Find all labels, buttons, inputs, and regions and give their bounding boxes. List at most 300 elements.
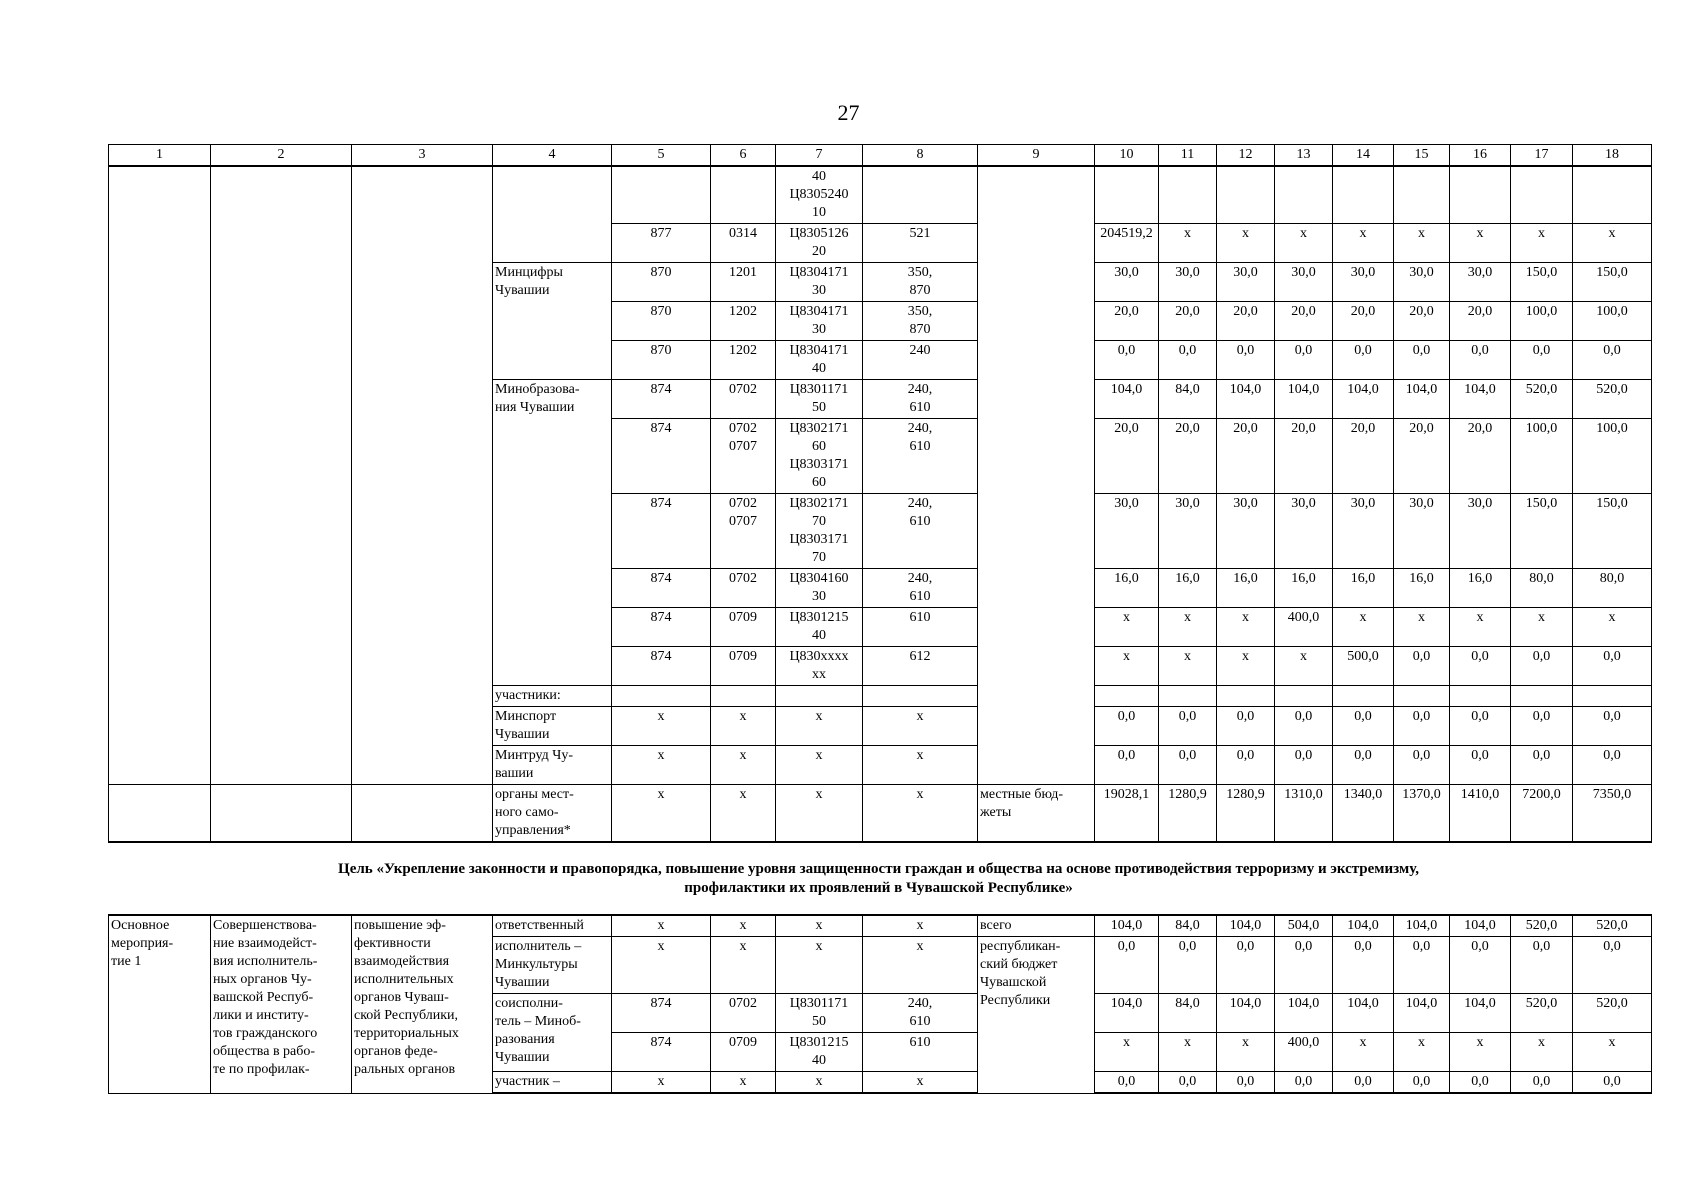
column-number: 12 [1217,145,1275,167]
amount-cell: 30,0 [1394,494,1450,569]
amount-cell: x [1159,224,1217,263]
section-code: x [711,746,776,785]
table-row [109,915,1652,937]
amount-cell: x [1159,608,1217,647]
amount-cell: 20,0 [1275,419,1333,494]
amount-cell: 30,0 [1159,263,1217,302]
grbs-code: 874 [612,569,711,608]
expense-type-code: 612 [863,647,978,686]
amount-cell: 520,0 [1573,915,1652,937]
amount-cell: 0,0 [1573,746,1652,785]
amount-cell: 400,0 [1275,608,1333,647]
amount-cell: 104,0 [1450,915,1511,937]
section-code: 0709 [711,608,776,647]
amount-cell: 104,0 [1450,380,1511,419]
amount-cell: 0,0 [1450,937,1511,994]
grbs-code: x [612,746,711,785]
amount-cell: 104,0 [1394,380,1450,419]
amount-cell: x [1159,1033,1217,1072]
amount-cell: 104,0 [1394,994,1450,1033]
amount-cell [1333,686,1394,707]
target-article-code: Ц8304171 30 [776,263,863,302]
expense-type-code: x [863,707,978,746]
executor-cell: Минспорт Чувашии [493,707,612,746]
amount-cell: 204519,2 [1095,224,1159,263]
amount-cell: 0,0 [1333,341,1394,380]
amount-cell: x [1159,647,1217,686]
amount-cell: 104,0 [1275,994,1333,1033]
target-article-code: Ц8302171 60 Ц8303171 60 [776,419,863,494]
amount-cell: x [1450,224,1511,263]
target-article-code: Ц8304160 30 [776,569,863,608]
amount-cell: x [1573,608,1652,647]
grbs-code [612,686,711,707]
measure-title: Совершенствова- ние взаимодейст- вия исполнитель- ных органов Чу- вашской Респуб- лики и институ- тов гражданского общества в рабо- те по профилак- [211,915,352,1093]
amount-cell: x [1275,224,1333,263]
amount-cell: 20,0 [1217,419,1275,494]
amount-cell: 100,0 [1511,302,1573,341]
executor-cell [493,166,612,263]
target-article-code: Ц8305126 20 [776,224,863,263]
executor-cell: участники: [493,686,612,707]
amount-cell: 0,0 [1275,937,1333,994]
amount-cell: x [1217,608,1275,647]
expense-type-code: 240, 610 [863,494,978,569]
amount-cell [1275,686,1333,707]
amount-cell [1450,686,1511,707]
amount-cell: 30,0 [1159,494,1217,569]
amount-cell: 100,0 [1573,302,1652,341]
amount-cell: 100,0 [1511,419,1573,494]
amount-cell: 0,0 [1511,746,1573,785]
expense-type-code: 240, 610 [863,569,978,608]
section-code [711,166,776,224]
target-article-code: x [776,937,863,994]
column-number: 15 [1394,145,1450,167]
amount-cell: 0,0 [1333,707,1394,746]
amount-cell: 16,0 [1095,569,1159,608]
grbs-code: 874 [612,608,711,647]
grbs-code: x [612,785,711,843]
amount-cell: x [1394,1033,1450,1072]
target-article-code: Ц8304171 30 [776,302,863,341]
amount-cell: 150,0 [1511,263,1573,302]
amount-cell: 80,0 [1511,569,1573,608]
amount-cell: 20,0 [1333,419,1394,494]
amount-cell: 20,0 [1275,302,1333,341]
amount-cell: 0,0 [1217,707,1275,746]
amount-cell: 30,0 [1450,494,1511,569]
target-article-code: x [776,746,863,785]
amount-cell [1511,686,1573,707]
amount-cell: 30,0 [1394,263,1450,302]
section-code: 1202 [711,302,776,341]
amount-cell: 104,0 [1095,994,1159,1033]
target-article-code: x [776,915,863,937]
amount-cell: 0,0 [1573,341,1652,380]
amount-cell: 1280,9 [1217,785,1275,843]
funding-source: всего [978,915,1095,937]
amount-cell: 0,0 [1159,341,1217,380]
amount-cell: 0,0 [1217,746,1275,785]
expense-type-code [863,166,978,224]
amount-cell: 0,0 [1217,1072,1275,1094]
amount-cell: 104,0 [1095,915,1159,937]
amount-cell: x [1095,647,1159,686]
expense-type-code: 240 [863,341,978,380]
amount-cell [1217,686,1275,707]
amount-cell [1095,166,1159,224]
amount-cell: 0,0 [1573,1072,1652,1094]
amount-cell: 0,0 [1275,341,1333,380]
section-code: 0709 [711,647,776,686]
column-number: 10 [1095,145,1159,167]
amount-cell: 20,0 [1095,419,1159,494]
amount-cell: 20,0 [1159,419,1217,494]
amount-cell: 30,0 [1095,494,1159,569]
amount-cell: 500,0 [1333,647,1394,686]
grbs-code: 874 [612,994,711,1033]
cell-col2 [211,166,352,785]
expense-type-code: 610 [863,608,978,647]
amount-cell: 20,0 [1159,302,1217,341]
executor-cell: участник – [493,1072,612,1094]
grbs-code: x [612,1072,711,1094]
section-code: 0709 [711,1033,776,1072]
amount-cell: 30,0 [1275,494,1333,569]
amount-cell: 20,0 [1450,419,1511,494]
grbs-code: x [612,707,711,746]
amount-cell: 0,0 [1511,1072,1573,1094]
target-article-code: x [776,707,863,746]
grbs-code: 874 [612,380,711,419]
section-code: 0702 [711,994,776,1033]
amount-cell: 1280,9 [1159,785,1217,843]
amount-cell: x [1095,608,1159,647]
expected-result: повышение эф- фективности взаимодействия исполнительных органов Чуваш- ской Республики, территориальных органов феде- ральных органов [352,915,493,1093]
amount-cell: 104,0 [1333,380,1394,419]
section-code: x [711,707,776,746]
amount-cell: x [1275,647,1333,686]
cell-col1 [109,785,211,843]
amount-cell: 0,0 [1450,746,1511,785]
amount-cell: 0,0 [1511,341,1573,380]
funding-source [978,166,1095,785]
grbs-code: 870 [612,302,711,341]
column-number: 3 [352,145,493,167]
amount-cell: x [1511,608,1573,647]
cell-col3 [352,166,493,785]
amount-cell: 20,0 [1095,302,1159,341]
amount-cell: x [1333,608,1394,647]
column-number: 17 [1511,145,1573,167]
target-article-code: Ц8302171 70 Ц8303171 70 [776,494,863,569]
target-article-code: Ц8304171 40 [776,341,863,380]
amount-cell: 30,0 [1095,263,1159,302]
amount-cell: 0,0 [1095,746,1159,785]
section-code: 1201 [711,263,776,302]
goal-table [108,914,1652,1094]
amount-cell: 100,0 [1573,419,1652,494]
column-number: 9 [978,145,1095,167]
amount-cell: 0,0 [1450,1072,1511,1094]
amount-cell: 84,0 [1159,994,1217,1033]
section-code: 0702 [711,569,776,608]
amount-cell: 104,0 [1275,380,1333,419]
amount-cell: 0,0 [1333,746,1394,785]
funding-source: республикан- ский бюджет Чувашской Республики [978,937,1095,1094]
target-article-code: Ц8301171 50 [776,994,863,1033]
amount-cell: 104,0 [1095,380,1159,419]
amount-cell: 520,0 [1511,994,1573,1033]
expense-type-code: x [863,1072,978,1094]
amount-cell: 400,0 [1275,1033,1333,1072]
amount-cell: 0,0 [1159,707,1217,746]
amount-cell: 104,0 [1217,994,1275,1033]
section-code: x [711,915,776,937]
amount-cell: 7200,0 [1511,785,1573,843]
amount-cell [1095,686,1159,707]
column-number: 7 [776,145,863,167]
amount-cell: 16,0 [1394,569,1450,608]
executor-cell: исполнитель – Минкультуры Чувашии [493,937,612,994]
amount-cell: 80,0 [1573,569,1652,608]
amount-cell: x [1450,1033,1511,1072]
amount-cell: 520,0 [1511,915,1573,937]
amount-cell: 520,0 [1573,994,1652,1033]
column-number: 5 [612,145,711,167]
amount-cell: 0,0 [1394,341,1450,380]
section-code: 0702 [711,380,776,419]
amount-cell: 0,0 [1394,647,1450,686]
section-code: x [711,1072,776,1094]
amount-cell: 520,0 [1511,380,1573,419]
amount-cell: 0,0 [1394,746,1450,785]
target-article-code: x [776,785,863,843]
target-article-code: Ц8301215 40 [776,608,863,647]
section-code: 0314 [711,224,776,263]
column-number: 4 [493,145,612,167]
amount-cell: 104,0 [1394,915,1450,937]
amount-cell [1159,166,1217,224]
amount-cell [1394,166,1450,224]
measure-number: Основное мероприя- тие 1 [109,915,211,1093]
executor-cell: соисполни- тель – Миноб- разования Чувашии [493,994,612,1072]
amount-cell: 0,0 [1450,341,1511,380]
amount-cell: 0,0 [1159,1072,1217,1094]
amount-cell: 19028,1 [1095,785,1159,843]
amount-cell: 20,0 [1217,302,1275,341]
column-number: 8 [863,145,978,167]
expense-type-code: 350, 870 [863,263,978,302]
grbs-code: 874 [612,1033,711,1072]
amount-cell: 0,0 [1275,746,1333,785]
amount-cell: 30,0 [1333,494,1394,569]
grbs-code: 874 [612,419,711,494]
amount-cell: 0,0 [1095,937,1159,994]
target-article-code: 40 Ц8305240 10 [776,166,863,224]
amount-cell: 1340,0 [1333,785,1394,843]
section-code: x [711,937,776,994]
grbs-code: 877 [612,224,711,263]
expense-type-code: 240, 610 [863,994,978,1033]
expense-type-code: x [863,785,978,843]
executor-cell: органы мест- ного само- управления* [493,785,612,843]
amount-cell: 104,0 [1217,380,1275,419]
section-code [711,686,776,707]
column-number: 11 [1159,145,1217,167]
amount-cell: 16,0 [1333,569,1394,608]
amount-cell [1573,686,1652,707]
amount-cell: 7350,0 [1573,785,1652,843]
amount-cell: x [1573,224,1652,263]
grbs-code: x [612,915,711,937]
expense-type-code: 521 [863,224,978,263]
amount-cell: 104,0 [1333,994,1394,1033]
amount-cell [1333,166,1394,224]
goal-heading: Цель «Укрепление законности и правопорядка, повышение уровня защищенности граждан и общества на основе противодействия терроризму и экстремизму, профилактики их проявлений в Чувашской Республике» [338,861,1419,896]
funding-source: местные бюд- жеты [978,785,1095,843]
amount-cell: 0,0 [1394,1072,1450,1094]
column-number: 13 [1275,145,1333,167]
executor-cell: Минобразова- ния Чувашии [493,380,612,686]
amount-cell: x [1394,608,1450,647]
amount-cell: 0,0 [1095,1072,1159,1094]
amount-cell: x [1333,1033,1394,1072]
amount-cell: x [1095,1033,1159,1072]
amount-cell: 520,0 [1573,380,1652,419]
table-row [109,166,1652,224]
grbs-code: x [612,937,711,994]
amount-cell: 16,0 [1217,569,1275,608]
amount-cell: x [1511,224,1573,263]
amount-cell: 0,0 [1275,1072,1333,1094]
amount-cell: x [1573,1033,1652,1072]
amount-cell: 0,0 [1450,707,1511,746]
amount-cell: 0,0 [1333,937,1394,994]
amount-cell: 1310,0 [1275,785,1333,843]
amount-cell: x [1217,1033,1275,1072]
grbs-code [612,166,711,224]
amount-cell: 0,0 [1394,707,1450,746]
amount-cell: x [1217,647,1275,686]
executor-cell: ответственный [493,915,612,937]
amount-cell [1511,166,1573,224]
table-row [109,785,1652,843]
amount-cell [1573,166,1652,224]
amount-cell: 104,0 [1217,915,1275,937]
amount-cell: 30,0 [1275,263,1333,302]
executor-cell: Минтруд Чу- вашии [493,746,612,785]
amount-cell: 30,0 [1217,263,1275,302]
amount-cell [1159,686,1217,707]
amount-cell: 150,0 [1511,494,1573,569]
column-number: 1 [109,145,211,167]
expense-type-code [863,686,978,707]
target-article-code: x [776,1072,863,1094]
amount-cell: 104,0 [1333,915,1394,937]
section-code: x [711,785,776,843]
amount-cell: 0,0 [1095,707,1159,746]
amount-cell: 84,0 [1159,380,1217,419]
amount-cell: 0,0 [1159,746,1217,785]
column-number: 18 [1573,145,1652,167]
amount-cell: 84,0 [1159,915,1217,937]
amount-cell: 0,0 [1511,647,1573,686]
section-code: 0702 0707 [711,494,776,569]
amount-cell: x [1333,224,1394,263]
cell-col1 [109,166,211,785]
amount-cell [1394,686,1450,707]
amount-cell: 16,0 [1159,569,1217,608]
cell-col3 [352,785,493,843]
budget-table [108,144,1652,843]
amount-cell: 104,0 [1450,994,1511,1033]
amount-cell: 0,0 [1573,707,1652,746]
amount-cell: 0,0 [1333,1072,1394,1094]
amount-cell: 20,0 [1394,419,1450,494]
amount-cell: 0,0 [1394,937,1450,994]
amount-cell: 1410,0 [1450,785,1511,843]
amount-cell [1450,166,1511,224]
grbs-code: 870 [612,263,711,302]
page-number: 27 [837,100,860,125]
amount-cell: 16,0 [1275,569,1333,608]
column-number-row [109,145,1652,167]
amount-cell: x [1511,1033,1573,1072]
target-article-code: Ц830xxxx xx [776,647,863,686]
amount-cell: 20,0 [1333,302,1394,341]
grbs-code: 870 [612,341,711,380]
target-article-code [776,686,863,707]
grbs-code: 874 [612,647,711,686]
column-number: 16 [1450,145,1511,167]
column-number: 6 [711,145,776,167]
amount-cell: 0,0 [1095,341,1159,380]
amount-cell: 16,0 [1450,569,1511,608]
amount-cell: 0,0 [1275,707,1333,746]
cell-col2 [211,785,352,843]
expense-type-code: 240, 610 [863,380,978,419]
expense-type-code: 610 [863,1033,978,1072]
amount-cell: 1370,0 [1394,785,1450,843]
section-code: 0702 0707 [711,419,776,494]
amount-cell: 0,0 [1159,937,1217,994]
amount-cell: x [1450,608,1511,647]
expense-type-code: x [863,746,978,785]
grbs-code: 874 [612,494,711,569]
expense-type-code: 350, 870 [863,302,978,341]
amount-cell: 504,0 [1275,915,1333,937]
amount-cell [1275,166,1333,224]
amount-cell [1217,166,1275,224]
amount-cell: 20,0 [1450,302,1511,341]
amount-cell: 150,0 [1573,263,1652,302]
executor-cell: Минцифры Чувашии [493,263,612,380]
target-article-code: Ц8301215 40 [776,1033,863,1072]
amount-cell: 0,0 [1573,937,1652,994]
amount-cell: 30,0 [1217,494,1275,569]
expense-type-code: 240, 610 [863,419,978,494]
section-code: 1202 [711,341,776,380]
amount-cell: 0,0 [1217,341,1275,380]
amount-cell: 20,0 [1394,302,1450,341]
amount-cell: 0,0 [1217,937,1275,994]
amount-cell: 150,0 [1573,494,1652,569]
amount-cell: 30,0 [1333,263,1394,302]
amount-cell: 0,0 [1573,647,1652,686]
expense-type-code: x [863,937,978,994]
